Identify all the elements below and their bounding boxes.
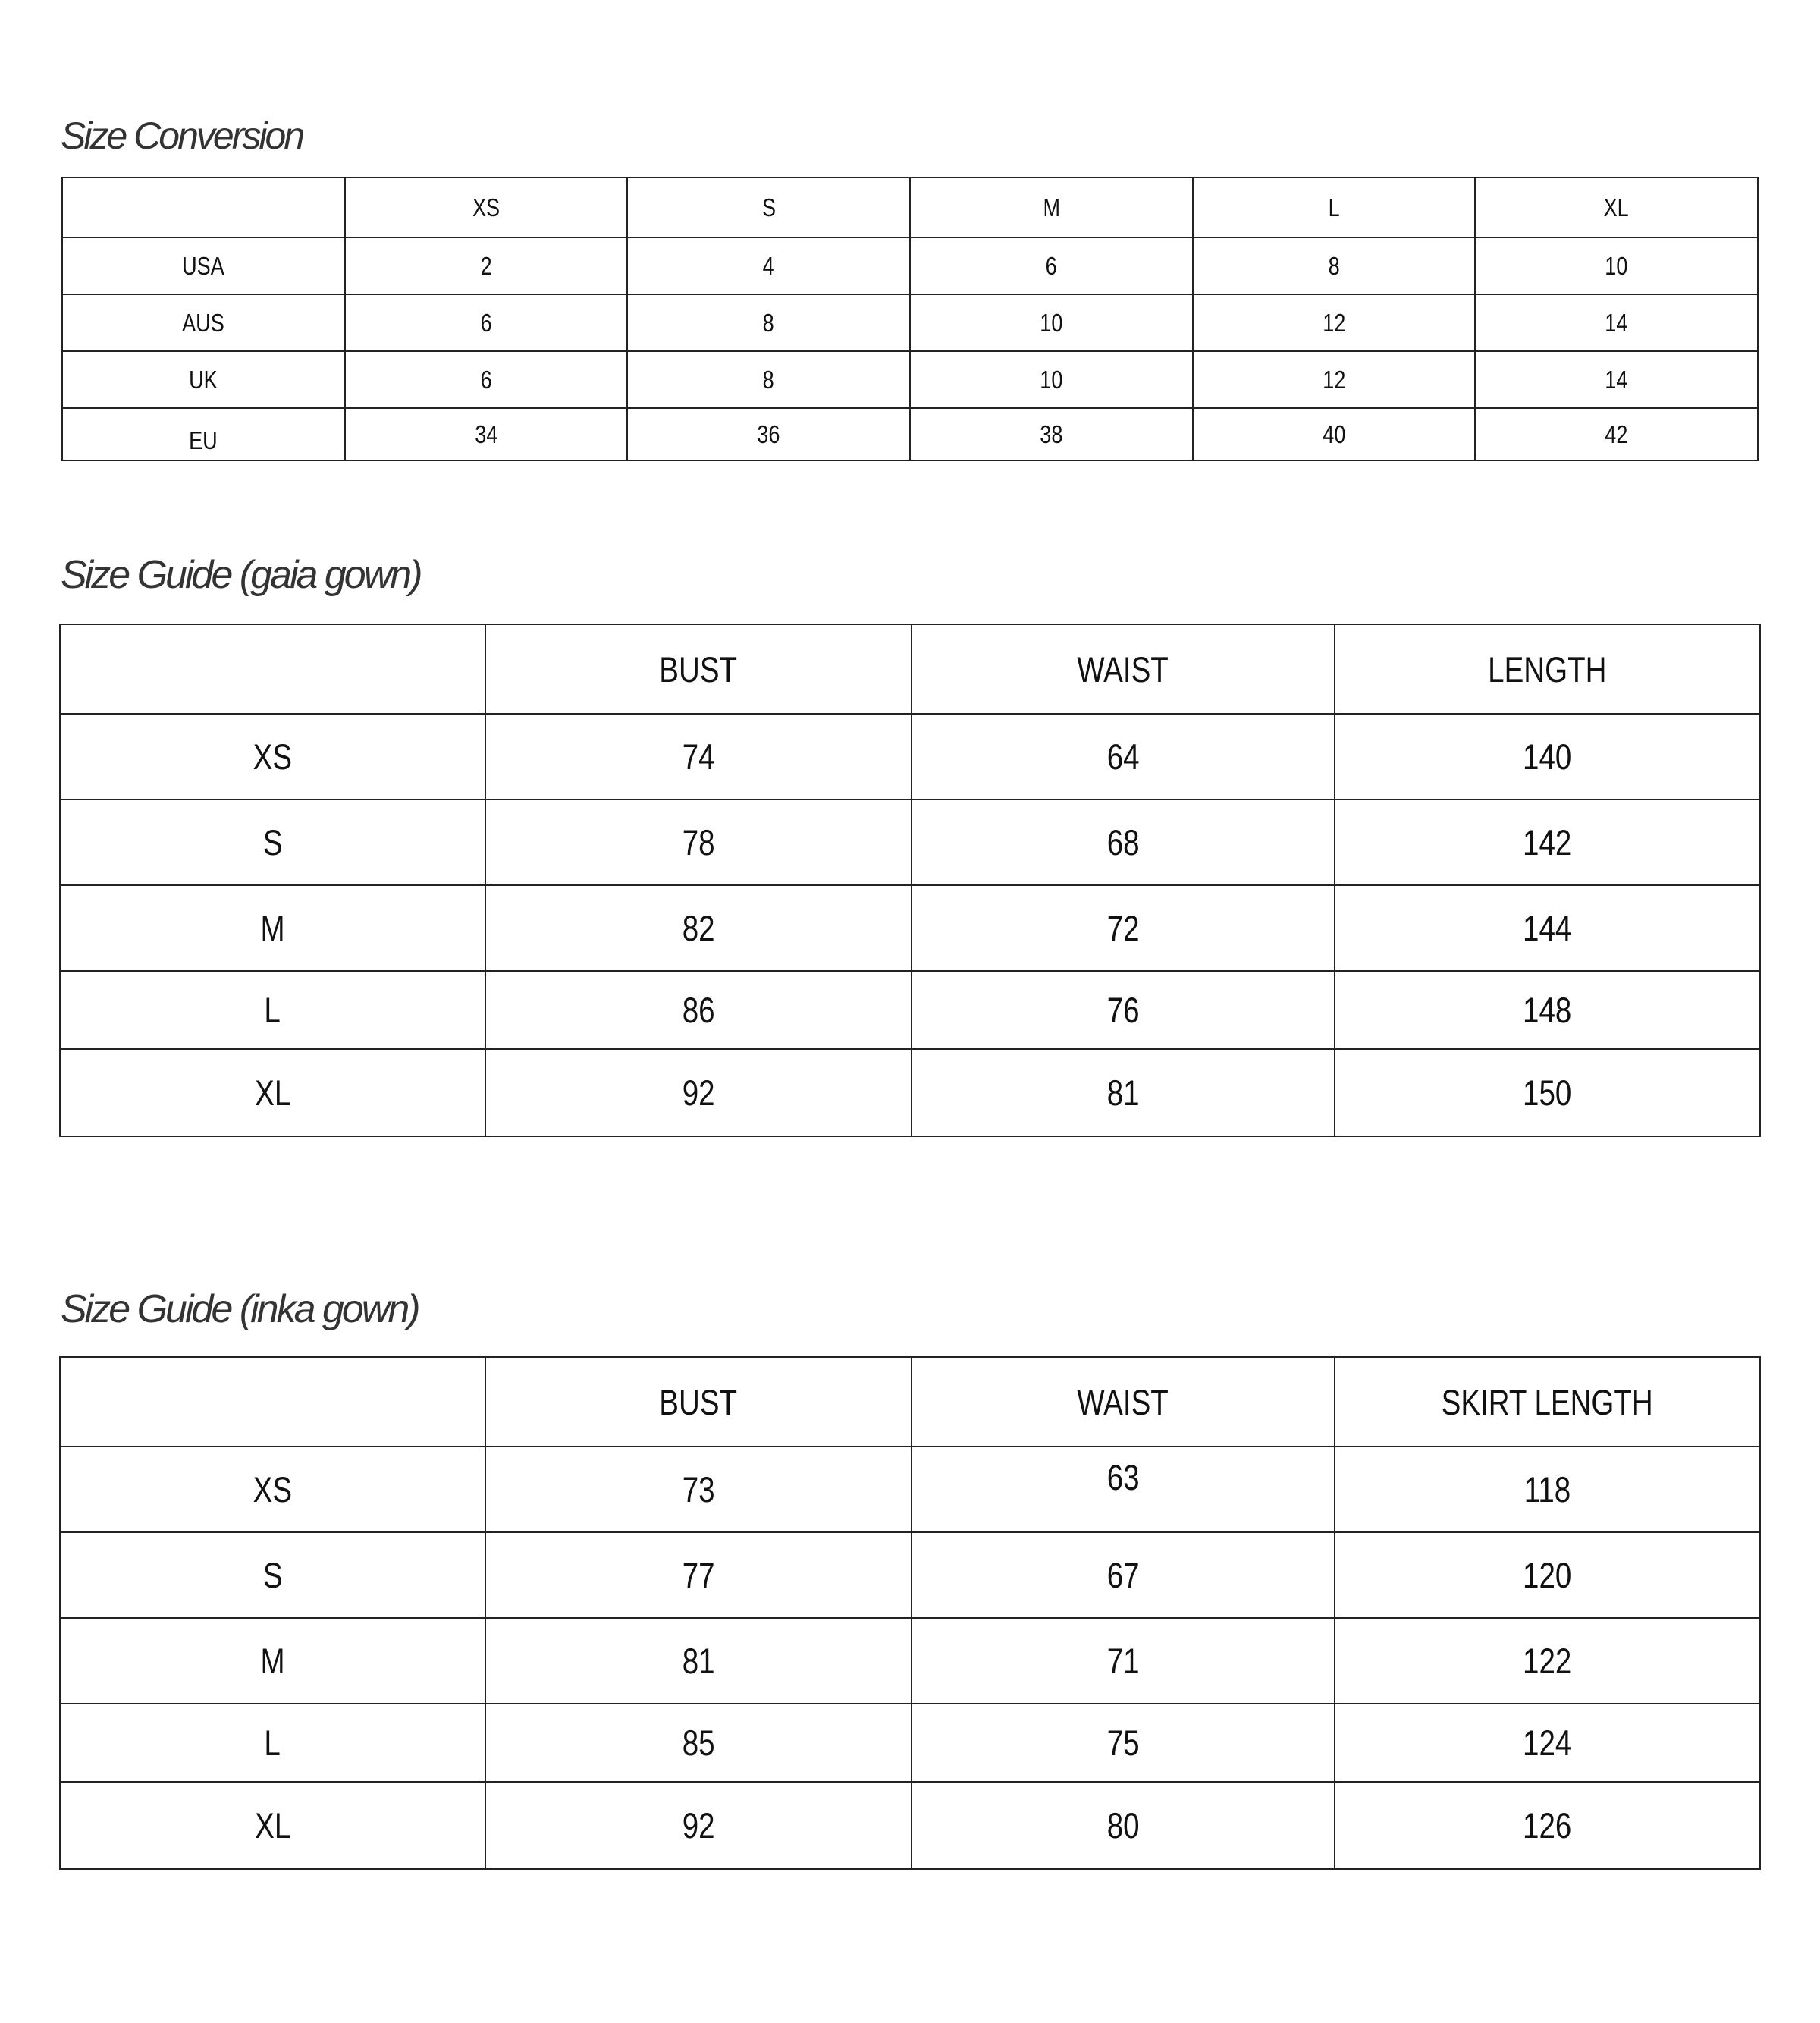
row-label: M [60, 885, 485, 971]
row-label: XL [60, 1049, 485, 1136]
table-cell: 10 [910, 351, 1193, 408]
table-row [60, 1049, 1760, 1136]
table-row [60, 714, 1760, 799]
gaia-gown-size-guide-title: Size Guide (gaia gown) [61, 553, 421, 597]
header-cell-empty [60, 1357, 485, 1447]
table-cell: 8 [627, 294, 910, 351]
table-cell: 36 [627, 408, 910, 460]
row-label: XS [60, 714, 485, 799]
table-cell: 80 [912, 1782, 1335, 1869]
row-label: L [60, 1704, 485, 1782]
table-row [60, 1782, 1760, 1869]
table-cell: 42 [1475, 408, 1758, 460]
table-cell: 140 [1335, 714, 1760, 799]
gaia-gown-size-table [59, 624, 1761, 1137]
table-cell: 38 [910, 408, 1193, 460]
table-cell: 2 [345, 237, 628, 294]
table-cell: 77 [485, 1532, 912, 1618]
size-conversion-table [61, 177, 1759, 461]
table-row [62, 237, 1758, 294]
table-cell: 81 [912, 1049, 1335, 1136]
row-label: XL [60, 1782, 485, 1869]
table-cell: 92 [485, 1049, 912, 1136]
table-cell: 92 [485, 1782, 912, 1869]
table-row [62, 351, 1758, 408]
table-cell: 14 [1475, 351, 1758, 408]
table-row [60, 885, 1760, 971]
row-label: USA [62, 237, 345, 294]
table-cell: 63 [912, 1447, 1335, 1532]
header-cell-bust: BUST [485, 1357, 912, 1447]
table-cell: 126 [1335, 1782, 1760, 1869]
table-cell: 10 [910, 294, 1193, 351]
row-label: L [60, 971, 485, 1049]
table-cell: 8 [627, 351, 910, 408]
table-row [60, 1532, 1760, 1618]
table-cell: 72 [912, 885, 1335, 971]
table-cell: 82 [485, 885, 912, 971]
table-cell: 76 [912, 971, 1335, 1049]
table-row [60, 1704, 1760, 1782]
table-row [62, 294, 1758, 351]
table-cell: 34 [345, 408, 628, 460]
table-row [60, 1618, 1760, 1704]
table-cell: 4 [627, 237, 910, 294]
table-cell: 6 [345, 351, 628, 408]
table-cell: 122 [1335, 1618, 1760, 1704]
inka-gown-size-guide-title: Size Guide (inka gown) [61, 1287, 419, 1331]
row-label: AUS [62, 294, 345, 351]
table-cell: 78 [485, 799, 912, 885]
table-cell: 120 [1335, 1532, 1760, 1618]
table-cell: 73 [485, 1447, 912, 1532]
header-cell-waist: WAIST [912, 624, 1335, 714]
table-cell: 75 [912, 1704, 1335, 1782]
row-label: EU [62, 408, 345, 460]
header-cell-empty [62, 177, 345, 237]
table-cell: 14 [1475, 294, 1758, 351]
table-row [60, 971, 1760, 1049]
table-cell: 10 [1475, 237, 1758, 294]
table-cell: 124 [1335, 1704, 1760, 1782]
header-cell-m: M [910, 177, 1193, 237]
row-label: S [60, 1532, 485, 1618]
table-cell: 12 [1193, 351, 1476, 408]
table-header-row [60, 1357, 1760, 1447]
table-cell: 40 [1193, 408, 1476, 460]
header-cell-s: S [627, 177, 910, 237]
header-cell-bust: BUST [485, 624, 912, 714]
table-cell: 144 [1335, 885, 1760, 971]
table-cell: 68 [912, 799, 1335, 885]
row-label: UK [62, 351, 345, 408]
table-cell: 85 [485, 1704, 912, 1782]
table-cell: 118 [1335, 1447, 1760, 1532]
header-cell-waist: WAIST [912, 1357, 1335, 1447]
table-row [62, 408, 1758, 460]
row-label: M [60, 1618, 485, 1704]
table-cell: 86 [485, 971, 912, 1049]
table-row [60, 1447, 1760, 1532]
table-header-row [62, 177, 1758, 237]
table-cell: 67 [912, 1532, 1335, 1618]
table-cell: 150 [1335, 1049, 1760, 1136]
header-cell-skirt-length: SKIRT LENGTH [1335, 1357, 1760, 1447]
header-cell-l: L [1193, 177, 1476, 237]
header-cell-xl: XL [1475, 177, 1758, 237]
table-row [60, 799, 1760, 885]
table-header-row [60, 624, 1760, 714]
table-cell: 71 [912, 1618, 1335, 1704]
row-label: XS [60, 1447, 485, 1532]
table-cell: 142 [1335, 799, 1760, 885]
table-cell: 6 [345, 294, 628, 351]
table-cell: 81 [485, 1618, 912, 1704]
header-cell-length: LENGTH [1335, 624, 1760, 714]
table-cell: 8 [1193, 237, 1476, 294]
table-cell: 12 [1193, 294, 1476, 351]
table-cell: 6 [910, 237, 1193, 294]
row-label: S [60, 799, 485, 885]
table-cell: 74 [485, 714, 912, 799]
header-cell-empty [60, 624, 485, 714]
inka-gown-size-table [59, 1356, 1761, 1870]
header-cell-xs: XS [345, 177, 628, 237]
table-cell: 148 [1335, 971, 1760, 1049]
table-cell: 64 [912, 714, 1335, 799]
size-conversion-title: Size Conversion [61, 115, 303, 157]
